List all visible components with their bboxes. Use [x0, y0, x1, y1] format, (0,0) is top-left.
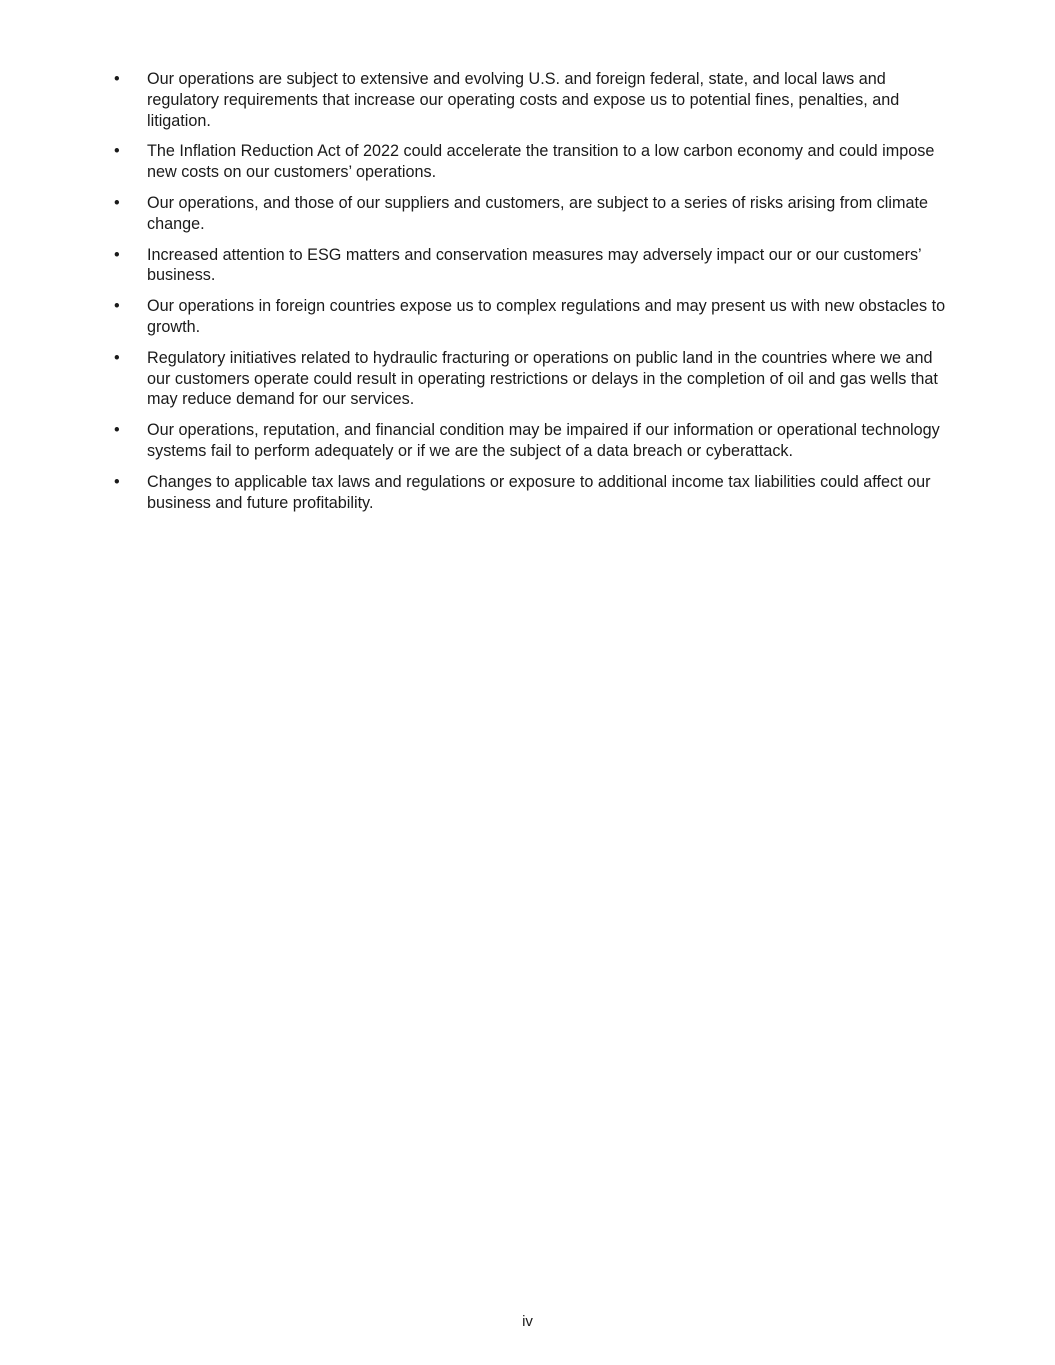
- risk-factor-list: [114, 69, 959, 523]
- list-item: [114, 348, 959, 410]
- list-item-text: Our operations, reputation, and financial condition may be impaired if our information or operational technology systems fail to perform adequately or if we are the subject of a data breach or cyberattack.: [147, 421, 940, 460]
- bullet: •: [114, 193, 120, 212]
- page-number: iv: [522, 1313, 533, 1330]
- list-item-text: Our operations in foreign countries expose us to complex regulations and may present us with new obstacles to growth.: [147, 297, 946, 336]
- list-item: [114, 472, 959, 514]
- bullet: •: [114, 297, 120, 316]
- list-item-text: Our operations, and those of our suppliers and customers, are subject to a series of risks arising from climate change.: [147, 193, 928, 233]
- bullet: •: [114, 421, 120, 440]
- list-item-text: Changes to applicable tax laws and regulations or exposure to additional income tax liabilities could affect our business and future profitability.: [147, 472, 931, 512]
- bullet: •: [114, 142, 120, 161]
- list-item: [114, 141, 959, 183]
- list-item-text: Increased attention to ESG matters and conservation measures may adversely impact our or our customers’ business.: [147, 245, 922, 285]
- bullet: •: [114, 70, 120, 88]
- list-item: [114, 245, 959, 287]
- bullet: •: [114, 472, 120, 491]
- bullet: •: [114, 348, 120, 367]
- list-item: [114, 69, 959, 131]
- list-item: [114, 420, 959, 462]
- list-item-text: Our operations are subject to extensive and evolving U.S. and foreign federal, state, and local laws and regulatory requirements that increase our operating costs and expose us to potential fines, penalties, and litigation.: [147, 70, 900, 130]
- list-item: [114, 296, 959, 338]
- list-item-text: Regulatory initiatives related to hydraulic fracturing or operations on public land in the countries where we and our customers operate could result in operating restrictions or delays in the completion of oil and gas wells that may reduce demand for our services.: [147, 348, 938, 409]
- list-item-text: The Inflation Reduction Act of 2022 could accelerate the transition to a low carbon economy and could impose new costs on our customers’ operations.: [147, 142, 935, 182]
- list-item: [114, 193, 959, 235]
- bullet: •: [114, 245, 120, 264]
